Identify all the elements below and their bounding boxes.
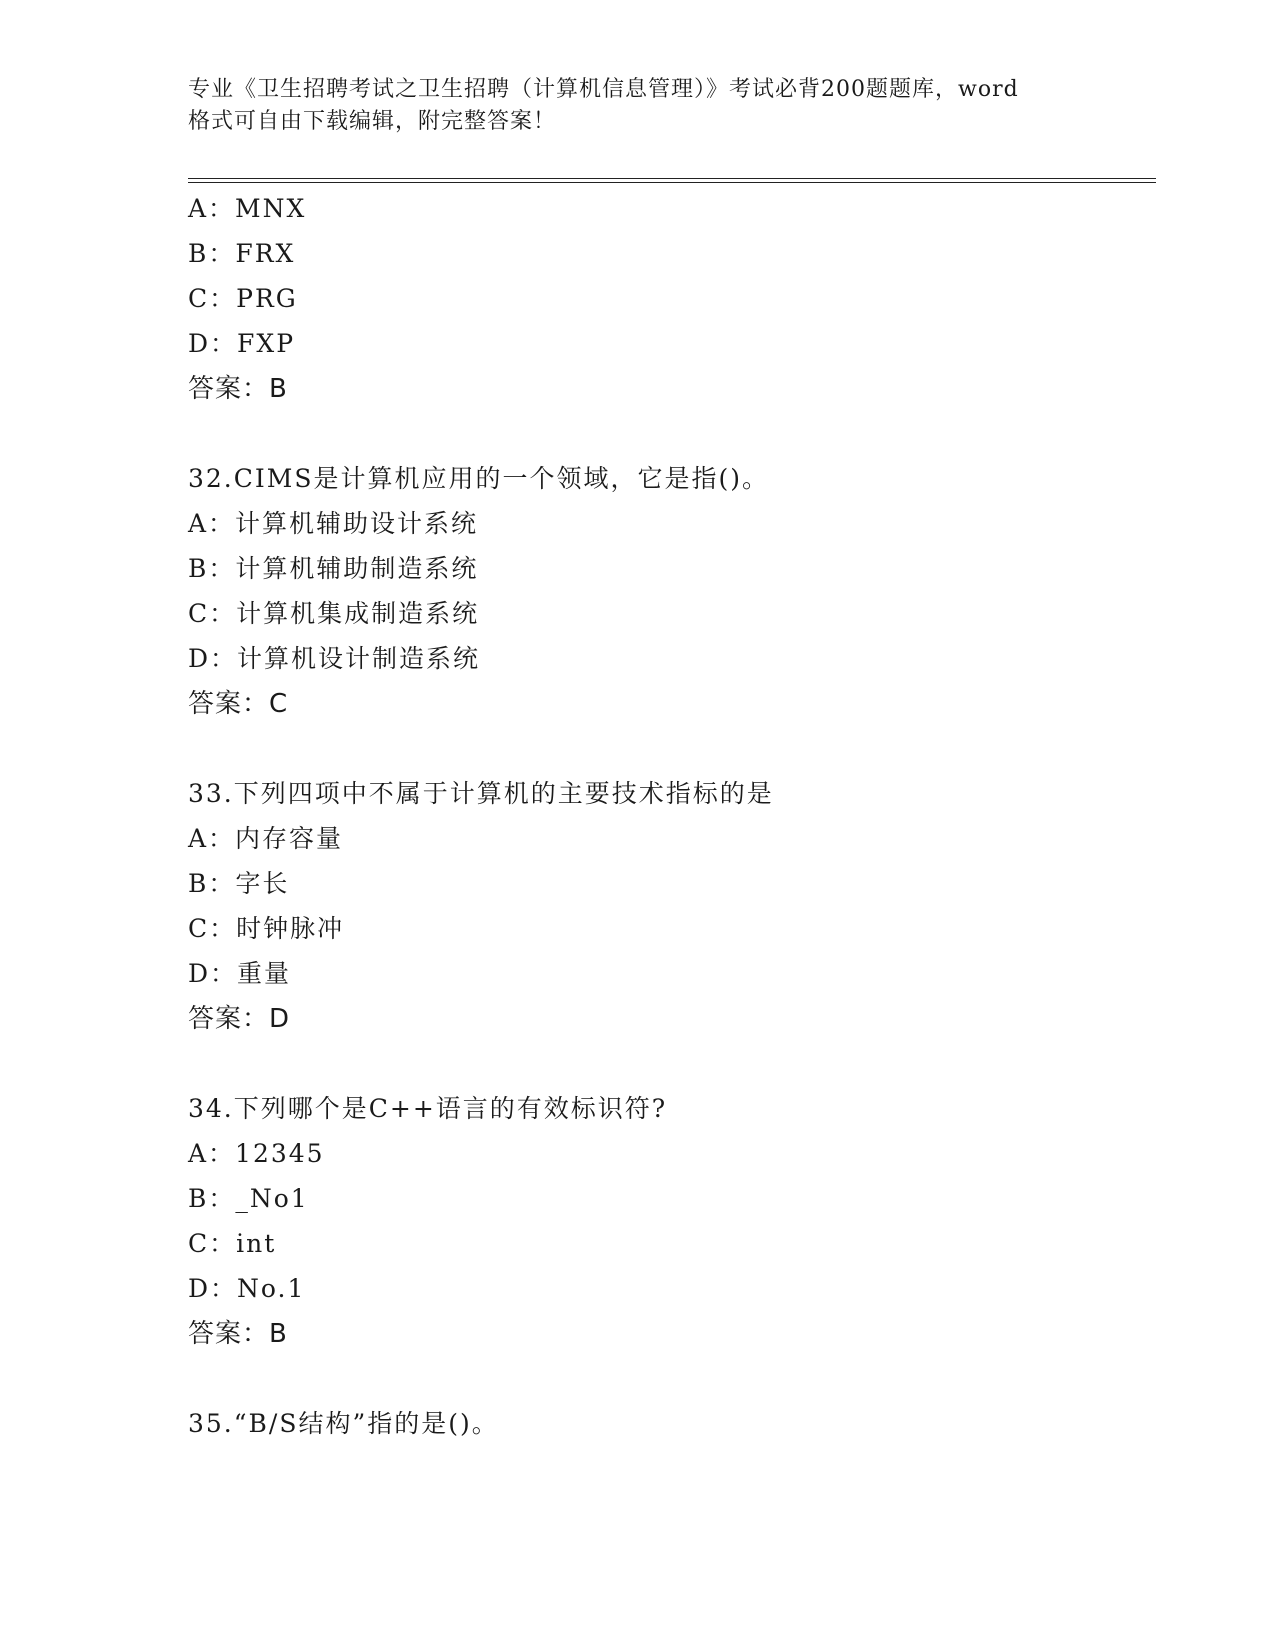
option-b: B：FRX xyxy=(188,239,296,268)
option-d: D：FXP xyxy=(188,329,296,358)
answer-line: 答案：B xyxy=(188,1319,288,1349)
option-b: B：_No1 xyxy=(188,1184,309,1213)
option-d: D：计算机设计制造系统 xyxy=(188,644,481,673)
option-c: C：时钟脉冲 xyxy=(188,914,345,943)
option-d: D：No.1 xyxy=(188,1274,306,1303)
question-35: 35.“B/S结构”指的是()。 xyxy=(188,1409,499,1438)
answer-line: 答案：C xyxy=(188,689,289,719)
header-divider-top xyxy=(188,178,1156,179)
header-divider-bottom xyxy=(188,182,1156,183)
option-c: C：int xyxy=(188,1229,277,1258)
option-c: C：计算机集成制造系统 xyxy=(188,599,480,628)
header-line-1: 专业《卫生招聘考试之卫生招聘（计算机信息管理）》考试必背200题题库，word xyxy=(188,77,1019,102)
option-b: B：计算机辅助制造系统 xyxy=(188,554,479,583)
document-header xyxy=(188,74,1088,138)
answer-line: 答案：B xyxy=(188,374,288,404)
question-32: 32.CIMS是计算机应用的一个领域，它是指()。 xyxy=(188,464,769,493)
option-a: A：MNX xyxy=(188,194,307,223)
option-a: A：计算机辅助设计系统 xyxy=(188,509,479,538)
answer-line: 答案：D xyxy=(188,1004,291,1034)
option-b: B：字长 xyxy=(188,869,290,898)
question-33: 33.下列四项中不属于计算机的主要技术指标的是 xyxy=(188,779,774,808)
option-a: A：12345 xyxy=(188,1139,325,1168)
option-a: A：内存容量 xyxy=(188,824,344,853)
question-34: 34.下列哪个是C++语言的有效标识符? xyxy=(188,1094,668,1123)
option-c: C：PRG xyxy=(188,284,298,313)
option-d: D：重量 xyxy=(188,959,292,988)
header-line-2: 格式可自由下载编辑，附完整答案！ xyxy=(188,109,557,134)
